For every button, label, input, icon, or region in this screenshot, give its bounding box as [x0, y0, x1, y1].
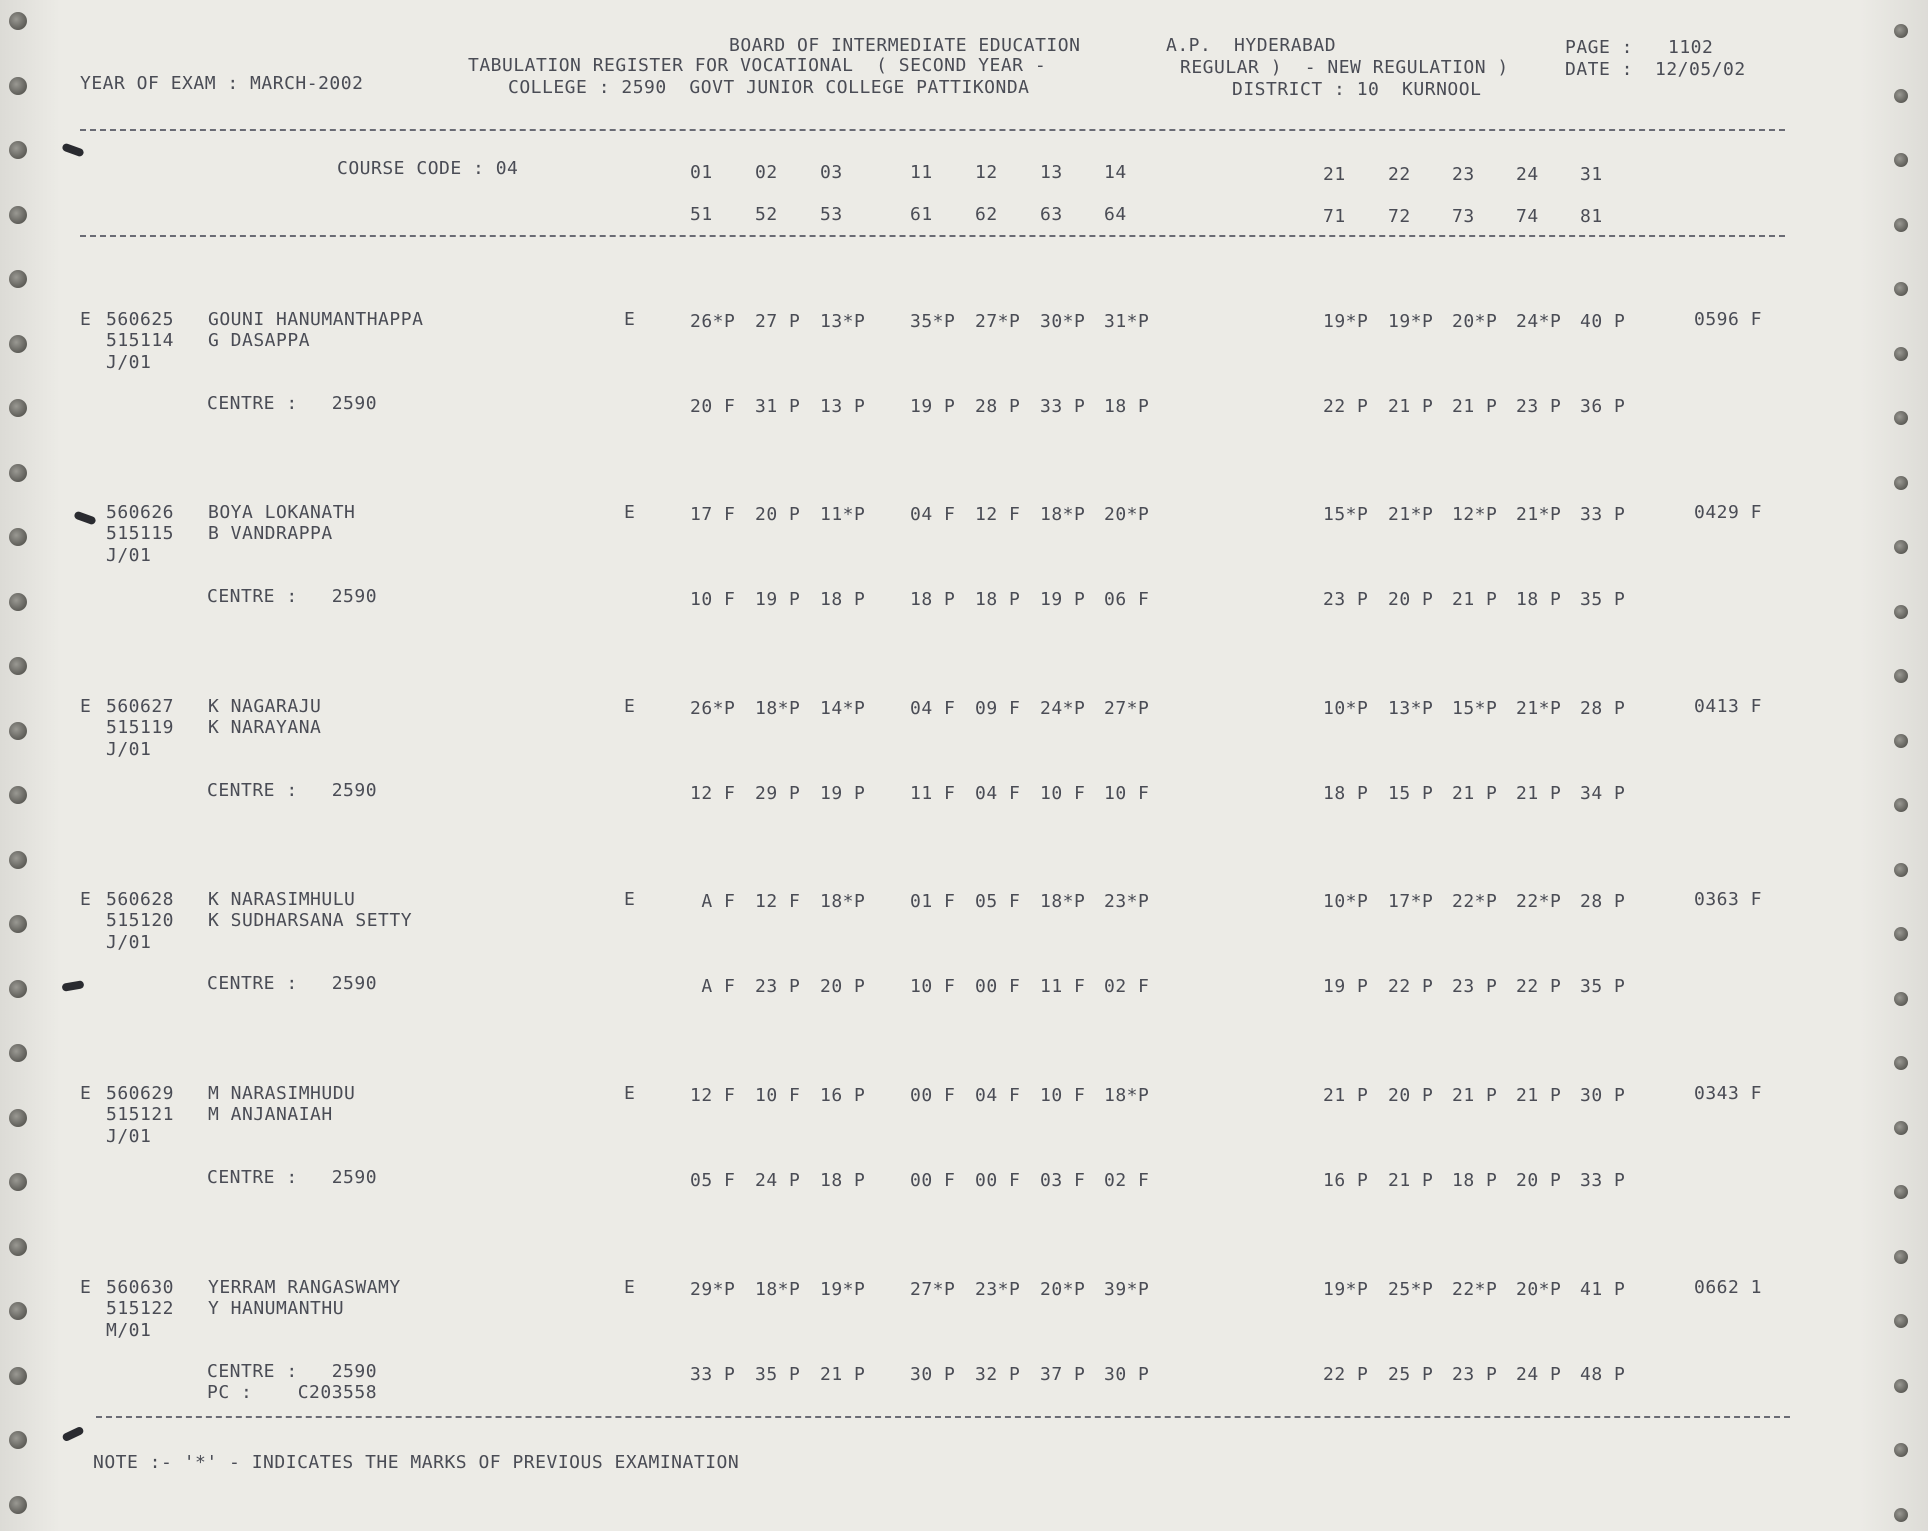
mark-second-year: 28 P [975, 396, 1021, 417]
mark-second-year: 22 P [1323, 1364, 1369, 1385]
mark-first-year: 00 F [910, 1085, 956, 1106]
medium: E [624, 502, 636, 523]
mark-second-year: 30 P [910, 1364, 956, 1385]
report-date: 12/05/02 [1655, 59, 1746, 80]
feed-hole [9, 1238, 27, 1256]
parent-name: B VANDRAPPA [208, 523, 333, 544]
mark-first-year: 12 F [690, 1085, 736, 1106]
mark-first-year: 22*P [1452, 1279, 1498, 1300]
hall-ticket-number: 560628 [106, 889, 175, 910]
mark-second-year: 18 P [1104, 396, 1150, 417]
mark-second-year: 18 P [975, 589, 1021, 610]
mark-second-year: 22 P [1516, 976, 1562, 997]
mark-second-year: 19 P [1040, 589, 1086, 610]
mark-second-year: 21 P [1388, 396, 1434, 417]
medium: E [624, 309, 636, 330]
feed-hole [1894, 153, 1908, 167]
date-label: DATE : [1565, 59, 1634, 80]
student-code: 515120 [106, 910, 175, 931]
mark-second-year: 33 P [1580, 1170, 1626, 1191]
feed-hole [1894, 669, 1908, 683]
mark-first-year: 04 F [910, 698, 956, 719]
mark-second-year: 21 P [1452, 396, 1498, 417]
mark-second-year: 15 P [1388, 783, 1434, 804]
mark-second-year: 20 P [1516, 1170, 1562, 1191]
mark-first-year: 27 P [755, 311, 801, 332]
mark-first-year: 10 F [755, 1085, 801, 1106]
mark-first-year: 11*P [820, 504, 866, 525]
mark-second-year: 24 P [755, 1170, 801, 1191]
mark-first-year: 18*P [1040, 891, 1086, 912]
mark-first-year: 10 F [1040, 1085, 1086, 1106]
mark-second-year: 19 P [910, 396, 956, 417]
mark-first-year: 10*P [1323, 698, 1369, 719]
mark-first-year: 23*P [1104, 891, 1150, 912]
mark-second-year: 13 P [820, 396, 866, 417]
subject-code-header: 31 [1580, 164, 1603, 185]
subject-code-header: 01 [690, 162, 713, 183]
group-code: J/01 [106, 352, 152, 373]
footnote: NOTE :- '*' - INDICATES THE MARKS OF PREVIOUS EXAMINATION [93, 1452, 740, 1473]
total-result: 0662 1 [1694, 1277, 1763, 1298]
group-code: J/01 [106, 932, 152, 953]
feed-hole [9, 1173, 27, 1191]
mark-second-year: 21 P [1388, 1170, 1434, 1191]
subject-code-header: 02 [755, 162, 778, 183]
mark-second-year: 19 P [820, 783, 866, 804]
mark-second-year: 05 F [690, 1170, 736, 1191]
subject-code-header: 73 [1452, 206, 1475, 227]
mark-first-year: 29*P [690, 1279, 736, 1300]
mark-first-year: 20*P [1040, 1279, 1086, 1300]
mark-first-year: 24*P [1516, 311, 1562, 332]
feed-hole [9, 464, 27, 482]
medium: E [624, 1083, 636, 1104]
student-name: YERRAM RANGASWAMY [208, 1277, 401, 1298]
mark-second-year: 16 P [1323, 1170, 1369, 1191]
mark-first-year: A F [690, 891, 736, 912]
mark-first-year: 25*P [1388, 1279, 1434, 1300]
mark-second-year: 23 P [1323, 589, 1369, 610]
parent-name: K SUDHARSANA SETTY [208, 910, 413, 931]
mark-second-year: 22 P [1323, 396, 1369, 417]
course-code: COURSE CODE : 04 [337, 158, 519, 179]
hall-ticket-number: 560625 [106, 309, 175, 330]
total-result: 0413 F [1694, 696, 1763, 717]
mark-second-year: 18 P [910, 589, 956, 610]
subject-code-header: 71 [1323, 206, 1346, 227]
feed-hole [1894, 1185, 1908, 1199]
mark-first-year: 09 F [975, 698, 1021, 719]
subject-code-header: 51 [690, 204, 713, 225]
mark-first-year: 21*P [1516, 504, 1562, 525]
mark-second-year: 22 P [1388, 976, 1434, 997]
feed-hole [9, 77, 27, 95]
total-result: 0429 F [1694, 502, 1763, 523]
mark-second-year: 21 P [1516, 783, 1562, 804]
mark-first-year: 28 P [1580, 698, 1626, 719]
subject-code-header: 21 [1323, 164, 1346, 185]
feed-hole [9, 1431, 27, 1449]
mark-first-year: 19*P [1323, 311, 1369, 332]
record-prefix: E [80, 1083, 92, 1104]
mark-second-year: 23 P [1452, 1364, 1498, 1385]
medium: E [624, 1277, 636, 1298]
mark-second-year: 10 F [910, 976, 956, 997]
mark-first-year: 15*P [1323, 504, 1369, 525]
mark-second-year: 11 F [1040, 976, 1086, 997]
mark-first-year: 30 P [1580, 1085, 1626, 1106]
page-label: PAGE : [1565, 37, 1634, 58]
subject-code-header: 11 [910, 162, 933, 183]
hall-ticket-number: 560630 [106, 1277, 175, 1298]
mark-second-year: 10 F [690, 589, 736, 610]
feed-hole [9, 1496, 27, 1514]
mark-first-year: 31*P [1104, 311, 1150, 332]
mark-second-year: 20 F [690, 396, 736, 417]
subject-code-header: 14 [1104, 162, 1127, 183]
ink-mark [73, 510, 96, 525]
mark-second-year: 18 P [1516, 589, 1562, 610]
mark-first-year: 17 F [690, 504, 736, 525]
mark-first-year: 10*P [1323, 891, 1369, 912]
mark-first-year: 13*P [1388, 698, 1434, 719]
subject-code-header: 63 [1040, 204, 1063, 225]
feed-hole [1894, 1121, 1908, 1135]
hall-ticket-number: 560627 [106, 696, 175, 717]
mark-second-year: 36 P [1580, 396, 1626, 417]
college-info: COLLEGE : 2590 GOVT JUNIOR COLLEGE PATTIKONDA [508, 77, 1030, 98]
mark-second-year: 11 F [910, 783, 956, 804]
mark-second-year: 23 P [1452, 976, 1498, 997]
pc-number: PC : C203558 [207, 1382, 378, 1403]
mark-first-year: 12*P [1452, 504, 1498, 525]
ink-mark [61, 1426, 84, 1443]
district-info: DISTRICT : 10 KURNOOL [1232, 79, 1482, 100]
mark-first-year: 04 F [975, 1085, 1021, 1106]
mark-second-year: 03 F [1040, 1170, 1086, 1191]
mark-second-year: 18 P [1323, 783, 1369, 804]
feed-hole [9, 593, 27, 611]
mark-second-year: 04 F [975, 783, 1021, 804]
mark-first-year: 41 P [1580, 1279, 1626, 1300]
separator-top [80, 129, 1785, 131]
mark-second-year: 20 P [1388, 589, 1434, 610]
medium: E [624, 889, 636, 910]
mark-second-year: 35 P [1580, 589, 1626, 610]
mark-second-year: 20 P [820, 976, 866, 997]
mark-first-year: 27*P [975, 311, 1021, 332]
mark-second-year: 29 P [755, 783, 801, 804]
mark-second-year: 37 P [1040, 1364, 1086, 1385]
group-code: J/01 [106, 739, 152, 760]
mark-first-year: 17*P [1388, 891, 1434, 912]
feed-hole [1894, 411, 1908, 425]
record-prefix: E [80, 696, 92, 717]
mark-second-year: 18 P [820, 1170, 866, 1191]
feed-hole [9, 12, 27, 30]
mark-second-year: 24 P [1516, 1364, 1562, 1385]
ink-mark [61, 980, 84, 992]
subject-code-header: 03 [820, 162, 843, 183]
mark-first-year: 26*P [690, 311, 736, 332]
subject-code-header: 64 [1104, 204, 1127, 225]
page-number: 1102 [1668, 37, 1714, 58]
feed-hole [9, 1367, 27, 1385]
mark-second-year: 30 P [1104, 1364, 1150, 1385]
mark-first-year: 04 F [910, 504, 956, 525]
group-code: M/01 [106, 1320, 152, 1341]
mark-first-year: 18*P [1104, 1085, 1150, 1106]
separator-header [80, 235, 1785, 237]
subject-code-header: 62 [975, 204, 998, 225]
feed-hole [1894, 927, 1908, 941]
centre-code: CENTRE : 2590 [207, 973, 378, 994]
year-of-exam: YEAR OF EXAM : MARCH-2002 [80, 73, 364, 94]
student-name: K NAGARAJU [208, 696, 322, 717]
feed-hole [9, 915, 27, 933]
mark-first-year: 01 F [910, 891, 956, 912]
mark-second-year: 00 F [975, 976, 1021, 997]
mark-first-year: 30*P [1040, 311, 1086, 332]
parent-name: G DASAPPA [208, 330, 311, 351]
mark-second-year: 18 P [1452, 1170, 1498, 1191]
mark-first-year: 20*P [1104, 504, 1150, 525]
mark-first-year: 20*P [1516, 1279, 1562, 1300]
hall-ticket-number: 560629 [106, 1083, 175, 1104]
feed-hole [9, 851, 27, 869]
mark-second-year: 35 P [755, 1364, 801, 1385]
record-prefix: E [80, 1277, 92, 1298]
student-code: 515122 [106, 1298, 175, 1319]
mark-second-year: 23 P [1516, 396, 1562, 417]
feed-hole [9, 657, 27, 675]
subject-code-header: 72 [1388, 206, 1411, 227]
mark-first-year: 12 F [975, 504, 1021, 525]
feed-hole [9, 980, 27, 998]
mark-first-year: 40 P [1580, 311, 1626, 332]
feed-hole [1894, 89, 1908, 103]
subject-code-header: 52 [755, 204, 778, 225]
group-code: J/01 [106, 1126, 152, 1147]
subject-code-header: 74 [1516, 206, 1539, 227]
mark-second-year: 10 F [1040, 783, 1086, 804]
mark-second-year: 33 P [1040, 396, 1086, 417]
feed-hole [9, 270, 27, 288]
feed-hole [1894, 863, 1908, 877]
mark-second-year: 33 P [690, 1364, 736, 1385]
feed-hole [9, 528, 27, 546]
feed-hole [9, 206, 27, 224]
feed-hole [1894, 1443, 1908, 1457]
feed-hole [1894, 1056, 1908, 1070]
feed-hole [1894, 1508, 1908, 1522]
mark-second-year: 18 P [820, 589, 866, 610]
mark-first-year: 23*P [975, 1279, 1021, 1300]
mark-second-year: 19 P [755, 589, 801, 610]
student-name: K NARASIMHULU [208, 889, 356, 910]
mark-first-year: 21 P [1516, 1085, 1562, 1106]
mark-first-year: 18*P [820, 891, 866, 912]
mark-first-year: 18*P [1040, 504, 1086, 525]
mark-first-year: 20*P [1452, 311, 1498, 332]
feed-hole [1894, 24, 1908, 38]
state-city: A.P. HYDERABAD [1166, 35, 1337, 56]
mark-second-year: 21 P [1452, 783, 1498, 804]
centre-code: CENTRE : 2590 [207, 1167, 378, 1188]
student-code: 515114 [106, 330, 175, 351]
feed-hole [1894, 992, 1908, 1006]
feed-hole [9, 335, 27, 353]
feed-hole [9, 141, 27, 159]
feed-hole [9, 1109, 27, 1127]
subject-code-header: 12 [975, 162, 998, 183]
subject-code-header: 22 [1388, 164, 1411, 185]
feed-hole [1894, 1250, 1908, 1264]
feed-hole [9, 722, 27, 740]
subject-code-header: 24 [1516, 164, 1539, 185]
right-tractor-feed-holes [1888, 0, 1928, 1531]
mark-first-year: 27*P [910, 1279, 956, 1300]
subject-code-header: 13 [1040, 162, 1063, 183]
board-title: BOARD OF INTERMEDIATE EDUCATION [729, 35, 1081, 56]
mark-second-year: 23 P [755, 976, 801, 997]
mark-second-year: 00 F [975, 1170, 1021, 1191]
left-tractor-feed-holes [0, 0, 40, 1531]
mark-first-year: 19*P [820, 1279, 866, 1300]
mark-first-year: 20 P [1388, 1085, 1434, 1106]
mark-first-year: 19*P [1323, 1279, 1369, 1300]
centre-code: CENTRE : 2590 [207, 393, 378, 414]
feed-hole [9, 1302, 27, 1320]
mark-second-year: 34 P [1580, 783, 1626, 804]
parent-name: Y HANUMANTHU [208, 1298, 345, 1319]
mark-first-year: 24*P [1040, 698, 1086, 719]
feed-hole [1894, 605, 1908, 619]
mark-first-year: 22*P [1516, 891, 1562, 912]
mark-first-year: 20 P [755, 504, 801, 525]
subject-code-header: 81 [1580, 206, 1603, 227]
feed-hole [9, 786, 27, 804]
mark-first-year: 21*P [1388, 504, 1434, 525]
total-result: 0343 F [1694, 1083, 1763, 1104]
hall-ticket-number: 560626 [106, 502, 175, 523]
separator-bottom [96, 1416, 1790, 1418]
mark-second-year: 48 P [1580, 1364, 1626, 1385]
subject-code-header: 53 [820, 204, 843, 225]
record-prefix: E [80, 309, 92, 330]
mark-second-year: 02 F [1104, 1170, 1150, 1191]
feed-hole [1894, 218, 1908, 232]
mark-first-year: 18*P [755, 698, 801, 719]
mark-second-year: A F [690, 976, 736, 997]
centre-code: CENTRE : 2590 [207, 780, 378, 801]
feed-hole [1894, 1314, 1908, 1328]
mark-first-year: 16 P [820, 1085, 866, 1106]
feed-hole [9, 1044, 27, 1062]
total-result: 0363 F [1694, 889, 1763, 910]
medium: E [624, 696, 636, 717]
mark-first-year: 19*P [1388, 311, 1434, 332]
mark-first-year: 26*P [690, 698, 736, 719]
mark-second-year: 19 P [1323, 976, 1369, 997]
subject-code-header: 23 [1452, 164, 1475, 185]
mark-first-year: 28 P [1580, 891, 1626, 912]
feed-hole [9, 399, 27, 417]
mark-first-year: 05 F [975, 891, 1021, 912]
student-name: BOYA LOKANATH [208, 502, 356, 523]
subject-code-header: 61 [910, 204, 933, 225]
mark-first-year: 33 P [1580, 504, 1626, 525]
student-code: 515115 [106, 523, 175, 544]
mark-second-year: 35 P [1580, 976, 1626, 997]
feed-hole [1894, 798, 1908, 812]
student-code: 515121 [106, 1104, 175, 1125]
mark-second-year: 12 F [690, 783, 736, 804]
mark-first-year: 27*P [1104, 698, 1150, 719]
feed-hole [1894, 347, 1908, 361]
mark-first-year: 35*P [910, 311, 956, 332]
parent-name: K NARAYANA [208, 717, 322, 738]
mark-second-year: 21 P [1452, 589, 1498, 610]
register-title: TABULATION REGISTER FOR VOCATIONAL ( SECOND YEAR - [468, 55, 1047, 76]
feed-hole [1894, 476, 1908, 490]
mark-first-year: 12 F [755, 891, 801, 912]
regulation-title: REGULAR ) - NEW REGULATION ) [1180, 57, 1509, 78]
feed-hole [1894, 1379, 1908, 1393]
feed-hole [1894, 282, 1908, 296]
group-code: J/01 [106, 545, 152, 566]
mark-first-year: 21*P [1516, 698, 1562, 719]
feed-hole [1894, 734, 1908, 748]
feed-hole [1894, 540, 1908, 554]
mark-first-year: 13*P [820, 311, 866, 332]
mark-first-year: 15*P [1452, 698, 1498, 719]
mark-first-year: 39*P [1104, 1279, 1150, 1300]
mark-first-year: 18*P [755, 1279, 801, 1300]
mark-second-year: 00 F [910, 1170, 956, 1191]
student-name: GOUNI HANUMANTHAPPA [208, 309, 424, 330]
mark-second-year: 25 P [1388, 1364, 1434, 1385]
mark-second-year: 06 F [1104, 589, 1150, 610]
mark-second-year: 02 F [1104, 976, 1150, 997]
total-result: 0596 F [1694, 309, 1763, 330]
ink-mark [61, 142, 84, 157]
mark-second-year: 31 P [755, 396, 801, 417]
mark-first-year: 14*P [820, 698, 866, 719]
mark-first-year: 22*P [1452, 891, 1498, 912]
parent-name: M ANJANAIAH [208, 1104, 333, 1125]
mark-first-year: 21 P [1452, 1085, 1498, 1106]
centre-code: CENTRE : 2590 [207, 586, 378, 607]
student-code: 515119 [106, 717, 175, 738]
centre-code: CENTRE : 2590 [207, 1361, 378, 1382]
mark-second-year: 32 P [975, 1364, 1021, 1385]
record-prefix: E [80, 889, 92, 910]
mark-second-year: 21 P [820, 1364, 866, 1385]
student-name: M NARASIMHUDU [208, 1083, 356, 1104]
mark-second-year: 10 F [1104, 783, 1150, 804]
mark-first-year: 21 P [1323, 1085, 1369, 1106]
